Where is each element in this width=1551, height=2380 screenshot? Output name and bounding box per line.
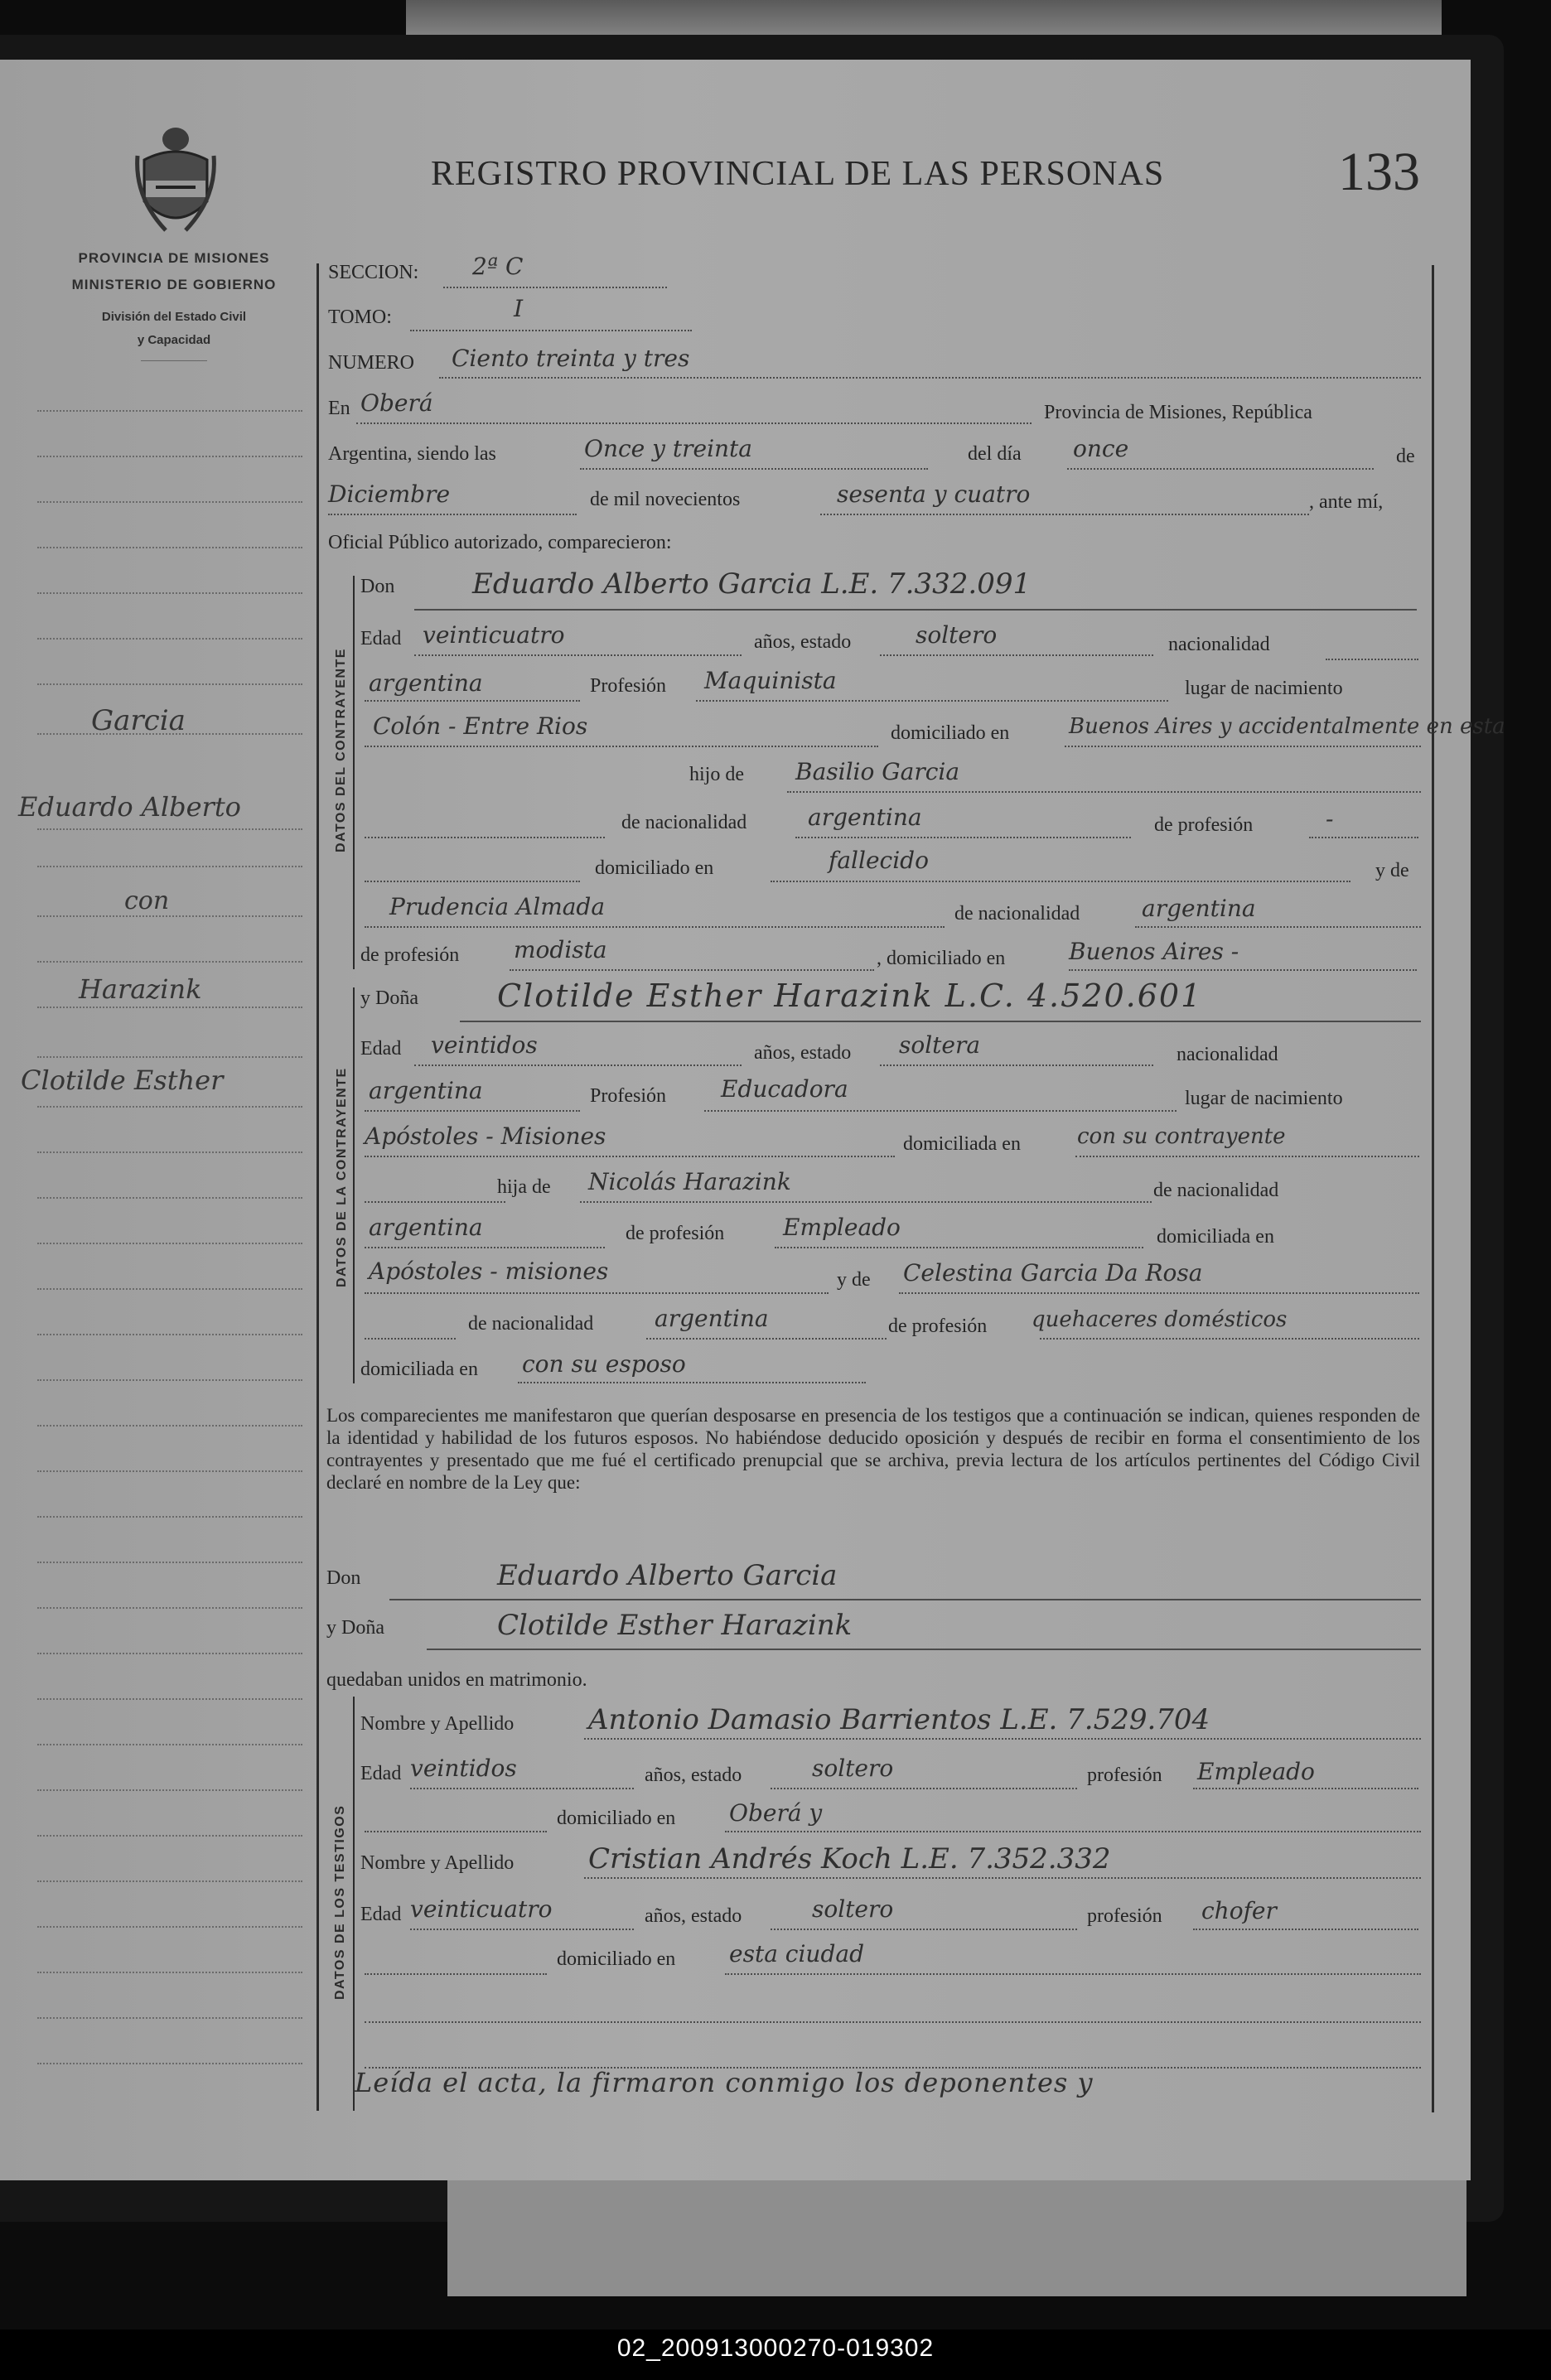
margin-bride-name: Clotilde Esther <box>21 1064 224 1096</box>
bride-padre-prof-label: de profesión <box>626 1223 725 1244</box>
seccion-line <box>443 287 667 288</box>
groom-lugar-value: Colón - Entre Rios <box>373 712 588 740</box>
witness2-edad-value: veinticuatro <box>410 1895 553 1923</box>
bride-edad-label: Edad <box>360 1038 402 1060</box>
bride-padre-nac-line <box>365 1247 605 1248</box>
witness1-estado-label: años, estado <box>645 1764 742 1786</box>
blank-line <box>365 1973 547 1975</box>
final-bride-line <box>427 1649 1421 1650</box>
groom-name-line <box>414 609 1417 611</box>
margin-bride-surname: Harazink <box>79 973 202 1005</box>
witness2-prof-value: chofer <box>1201 1897 1277 1924</box>
witness2-name-label: Nombre y Apellido <box>360 1852 515 1874</box>
numero-line <box>439 377 1421 379</box>
hora-line <box>580 468 928 470</box>
blank-line <box>365 1201 505 1203</box>
margin-line <box>37 1789 302 1791</box>
margin-line <box>37 410 302 412</box>
bride-lugar-line <box>365 1156 895 1157</box>
margin-line <box>37 1926 302 1928</box>
witness1-edad-value: veintidos <box>410 1755 517 1782</box>
groom-section-rule <box>353 576 355 969</box>
margin-line <box>37 1197 302 1199</box>
quedaban-text: quedaban unidos en matrimonio. <box>326 1669 587 1691</box>
de-text: de <box>1396 446 1415 467</box>
bride-nac-line <box>365 1110 580 1112</box>
witness2-edad-line <box>410 1929 634 1930</box>
groom-y-de-label: y de <box>1375 860 1409 881</box>
groom-madre-prof-value: modista <box>514 936 607 963</box>
bride-nacionalidad-label: nacionalidad <box>1177 1044 1278 1065</box>
groom-madre-nac-label: de nacionalidad <box>954 903 1080 924</box>
tomo-label: TOMO: <box>328 307 392 328</box>
witness2-estado-value: soltero <box>812 1895 894 1923</box>
witness2-prof-line <box>1193 1929 1418 1930</box>
groom-madre-dom-label: , domiciliado en <box>877 948 1006 969</box>
margin-line <box>37 1288 302 1290</box>
bride-madre-nac-line <box>646 1338 887 1340</box>
dia-line <box>1067 468 1374 470</box>
blank-line <box>365 837 605 838</box>
anio-line <box>820 514 1309 515</box>
margin-line <box>37 1653 302 1654</box>
witness1-name-label: Nombre y Apellido <box>360 1713 515 1735</box>
bride-madre-prof-label: de profesión <box>888 1316 988 1337</box>
bride-padre-prof-line <box>775 1247 1143 1248</box>
witness2-estado-line <box>771 1929 1077 1930</box>
groom-padre-dom-label: domiciliado en <box>595 857 714 879</box>
blank-line <box>365 1338 456 1340</box>
margin-line <box>37 866 302 867</box>
form-left-rule <box>316 263 319 2111</box>
bride-estado-label: años, estado <box>754 1042 852 1064</box>
groom-name-value: Eduardo Alberto Garcia L.E. 7.332.091 <box>472 567 1032 601</box>
margin-line <box>37 1243 302 1244</box>
mes-line <box>328 514 577 515</box>
bride-profesion-label: Profesión <box>590 1085 666 1107</box>
seccion-value: 2ª C <box>472 253 524 280</box>
groom-padre-prof-line <box>1309 837 1418 838</box>
groom-estado-value: soltero <box>916 621 998 649</box>
hora-value: Once y treinta <box>584 435 752 462</box>
anio-value: sesenta y cuatro <box>837 480 1031 508</box>
final-dona-label: y Doña <box>326 1617 384 1639</box>
image-code: 02_200913000270-019302 <box>616 2334 935 2362</box>
ante-mi-text: , ante mí, <box>1309 491 1384 513</box>
witness1-dom-line <box>725 1831 1421 1832</box>
witness1-prof-value: Empleado <box>1197 1758 1315 1785</box>
groom-padre-nac-line <box>795 837 1131 838</box>
groom-padre-line <box>787 791 1421 793</box>
bride-padre-nac-label: de nacionalidad <box>1153 1180 1279 1201</box>
margin-line <box>37 592 302 594</box>
groom-estado-line <box>880 654 1153 656</box>
en-label: En <box>328 398 350 419</box>
margin-line <box>37 1106 302 1108</box>
witness2-estado-label: años, estado <box>645 1905 742 1927</box>
groom-section-label: DATOS DEL CONTRAYENTE <box>334 648 348 852</box>
margin-line <box>37 501 302 503</box>
mil-novecientos-text: de mil novecientos <box>590 489 741 510</box>
bride-madre-nac-value: argentina <box>655 1305 769 1332</box>
witness1-dom-value: Oberá y <box>729 1799 823 1827</box>
margin-line <box>37 638 302 640</box>
blank-line <box>365 2021 1421 2023</box>
bride-domicilio-value: con su contrayente <box>1077 1124 1286 1149</box>
bride-edad-line <box>414 1064 742 1066</box>
bride-padre-dom-line <box>365 1292 829 1294</box>
oficial-text: Oficial Público autorizado, comparecieron: <box>328 532 672 553</box>
bride-dom-line <box>1075 1156 1419 1157</box>
groom-estado-label: años, estado <box>754 631 852 653</box>
bride-profesion-value: Educadora <box>721 1075 848 1103</box>
bride-edad-value: veintidos <box>431 1031 538 1059</box>
margin-line <box>37 1835 302 1837</box>
groom-edad-line <box>414 654 742 656</box>
bride-madre-prof-value: quehaceres domésticos <box>1032 1307 1288 1332</box>
margin-line <box>37 1880 302 1882</box>
bride-padre-dom-label: domiciliada en <box>1157 1226 1274 1248</box>
groom-padre-value: Basilio Garcia <box>795 758 960 785</box>
witness1-edad-line <box>410 1788 634 1789</box>
final-groom-value: Eduardo Alberto Garcia <box>497 1559 838 1592</box>
dia-value: once <box>1073 435 1129 462</box>
groom-edad-value: veinticuatro <box>423 621 565 649</box>
margin-line <box>37 1607 302 1609</box>
mes-value: Diciembre <box>328 480 451 508</box>
bride-section-label: DATOS DE LA CONTRAYENTE <box>335 1067 349 1287</box>
bride-domiciliada-label: domiciliada en <box>903 1133 1021 1155</box>
groom-padre-dom-value: fallecido <box>829 847 929 874</box>
margin-line <box>37 456 302 457</box>
seccion-label: SECCION: <box>328 262 419 283</box>
margin-line <box>37 1056 302 1058</box>
witness-section-rule <box>353 1697 355 2111</box>
witness1-edad-label: Edad <box>360 1763 402 1784</box>
margin-line <box>37 1425 302 1427</box>
groom-lugar-label: lugar de nacimiento <box>1185 678 1343 699</box>
bride-profesion-line <box>704 1110 1177 1112</box>
bride-name-value: Clotilde Esther Harazink L.C. 4.520.601 <box>497 978 1203 1014</box>
witness1-dom-label: domiciliado en <box>557 1808 676 1829</box>
margin-con: con <box>124 886 170 915</box>
margin-line <box>37 1562 302 1563</box>
witness2-prof-label: profesión <box>1087 1905 1162 1927</box>
closing-text: Leída el acta, la firmaron conmigo los deponentes y <box>355 2067 1094 2098</box>
margin-line <box>37 1151 302 1153</box>
groom-profesion-line <box>696 700 1168 702</box>
bride-section-rule <box>353 987 355 1383</box>
final-groom-line <box>389 1599 1421 1600</box>
groom-profesion-label: Profesión <box>590 675 666 697</box>
witness2-name-line <box>584 1877 1421 1879</box>
groom-nac-value-line <box>365 700 580 702</box>
don-label: Don <box>360 576 395 597</box>
groom-madre-dom-line <box>1069 969 1417 971</box>
witness2-dom-value: esta ciudad <box>729 1940 864 1967</box>
margin-line <box>37 1379 302 1381</box>
next-page-edge <box>447 2180 1466 2296</box>
y-dona-label: y Doña <box>360 987 418 1009</box>
provincia-text: Provincia de Misiones, República <box>1044 402 1312 423</box>
bride-padre-prof-value: Empleado <box>783 1214 901 1241</box>
margin-groom-name: Eduardo Alberto <box>18 791 241 823</box>
witness2-edad-label: Edad <box>360 1904 402 1925</box>
final-bride-value: Clotilde Esther Harazink <box>497 1609 853 1642</box>
bride-padre-line <box>580 1201 1152 1203</box>
groom-padre-prof-value: - <box>1326 805 1334 833</box>
numero-label: NUMERO <box>328 352 415 374</box>
bride-madre-dom-label: domiciliada en <box>360 1359 478 1380</box>
divider <box>141 360 207 361</box>
division-subname: y Capacidad <box>137 333 211 347</box>
bride-y-de-label: y de <box>837 1269 871 1291</box>
division-name: División del Estado Civil <box>101 310 247 324</box>
groom-dom-line <box>1065 746 1421 747</box>
groom-padre-prof-label: de profesión <box>1154 814 1254 836</box>
bride-nacionalidad-value: argentina <box>369 1077 483 1104</box>
bride-padre-value: Nicolás Harazink <box>588 1168 791 1195</box>
bride-madre-dom-value: con su esposo <box>522 1350 686 1378</box>
bride-madre-nac-label: de nacionalidad <box>468 1313 594 1335</box>
witness2-dom-line <box>725 1973 1421 1975</box>
margin-line <box>37 1470 302 1472</box>
page-number: 133 <box>1338 142 1420 202</box>
groom-madre-value: Prudencia Almada <box>389 893 606 920</box>
bride-madre-line <box>899 1292 1419 1294</box>
groom-madre-line <box>365 926 945 928</box>
groom-padre-nac-value: argentina <box>808 804 922 831</box>
ministry-name: MINISTERIO DE GOBIERNO <box>71 277 277 292</box>
form-right-rule <box>1432 265 1434 2112</box>
margin-line <box>37 2063 302 2064</box>
register-title: REGISTRO PROVINCIAL DE LAS PERSONAS <box>431 155 1165 193</box>
bride-madre-value: Celestina Garcia Da Rosa <box>903 1259 1203 1287</box>
witness1-prof-label: profesión <box>1087 1764 1162 1786</box>
bride-madre-dom-line <box>518 1382 866 1383</box>
bride-estado-line <box>880 1064 1153 1066</box>
groom-nac-line <box>1326 659 1418 660</box>
final-don-label: Don <box>326 1567 361 1589</box>
declaration-paragraph: Los comparecientes me manifestaron que querían desposarse en presencia de los testigos que a continuación se indican, quienes responden de la identidad y habilidad de los futuros esposos. No habiéndose deducido oposición y después de recibir en forma el consentimiento de los contrayentes y presentado que me fué el certificado prenupcial que se archiva, previa lectura de los artículos pertinentes del Código Civil declaré en nombre de la Ley que: <box>326 1405 1420 1493</box>
tomo-line <box>410 330 692 331</box>
witness1-estado-line <box>771 1788 1077 1789</box>
witness1-name-line <box>584 1738 1421 1740</box>
en-line <box>356 422 1032 424</box>
tomo-value: I <box>514 295 524 322</box>
groom-madre-nac-line <box>1135 926 1421 928</box>
groom-lugar-line <box>365 746 878 747</box>
argentina-siendo-text: Argentina, siendo las <box>328 443 496 465</box>
groom-nacionalidad-label: nacionalidad <box>1168 634 1270 655</box>
groom-profesion-value: Maquinista <box>704 667 837 694</box>
bride-padre-nac-value: argentina <box>369 1214 483 1241</box>
witness1-estado-value: soltero <box>812 1755 894 1782</box>
groom-hijo-de-label: hijo de <box>689 764 744 785</box>
bride-lugar-value: Apóstoles - Misiones <box>365 1122 606 1150</box>
groom-domicilio-value: Buenos Aires y accidentalmente en esta <box>1069 714 1505 739</box>
bride-padre-dom-value: Apóstoles - misiones <box>369 1258 609 1285</box>
groom-padre-nac-label: de nacionalidad <box>621 812 747 833</box>
margin-line <box>37 1007 302 1008</box>
margin-line <box>37 2017 302 2019</box>
witness2-name-value: Cristian Andrés Koch L.E. 7.352.332 <box>588 1842 1111 1876</box>
bride-lugar-label: lugar de nacimiento <box>1185 1088 1343 1109</box>
numero-value: Ciento treinta y tres <box>452 345 690 372</box>
groom-madre-prof-line <box>510 969 874 971</box>
groom-padre-dom-line <box>771 881 1350 882</box>
margin-line <box>37 828 302 830</box>
margin-line <box>37 1744 302 1745</box>
groom-domiciliado-label: domiciliado en <box>891 722 1010 744</box>
margin-surname: Garcia <box>91 704 186 737</box>
bride-madre-prof-line <box>1040 1338 1419 1340</box>
coat-of-arms-icon <box>133 123 219 237</box>
witness1-prof-line <box>1193 1788 1418 1789</box>
margin-line <box>37 547 302 548</box>
groom-edad-label: Edad <box>360 628 402 649</box>
en-value: Oberá <box>360 389 433 417</box>
bride-hija-de-label: hija de <box>497 1176 551 1198</box>
margin-line <box>37 683 302 685</box>
margin-line <box>37 1334 302 1335</box>
margin-line <box>37 961 302 963</box>
margin-line <box>37 1698 302 1700</box>
groom-madre-dom-value: Buenos Aires - <box>1069 938 1239 965</box>
witness2-dom-label: domiciliado en <box>557 1948 676 1970</box>
groom-nacionalidad-value: argentina <box>369 669 483 697</box>
province-name: PROVINCIA DE MISIONES <box>78 250 270 266</box>
groom-madre-nac-value: argentina <box>1142 895 1256 922</box>
bride-estado-value: soltera <box>899 1031 981 1059</box>
del-dia-text: del día <box>968 443 1022 465</box>
witness-section-label: DATOS DE LOS TESTIGOS <box>333 1804 347 2000</box>
margin-line <box>37 1516 302 1518</box>
bride-name-line <box>460 1021 1421 1022</box>
witness1-name-value: Antonio Damasio Barrientos L.E. 7.529.704 <box>588 1703 1210 1736</box>
blank-line <box>365 881 580 882</box>
margin-line <box>37 915 302 917</box>
groom-madre-prof-label: de profesión <box>360 944 460 966</box>
blank-line <box>365 1831 547 1832</box>
margin-line <box>37 1972 302 1973</box>
